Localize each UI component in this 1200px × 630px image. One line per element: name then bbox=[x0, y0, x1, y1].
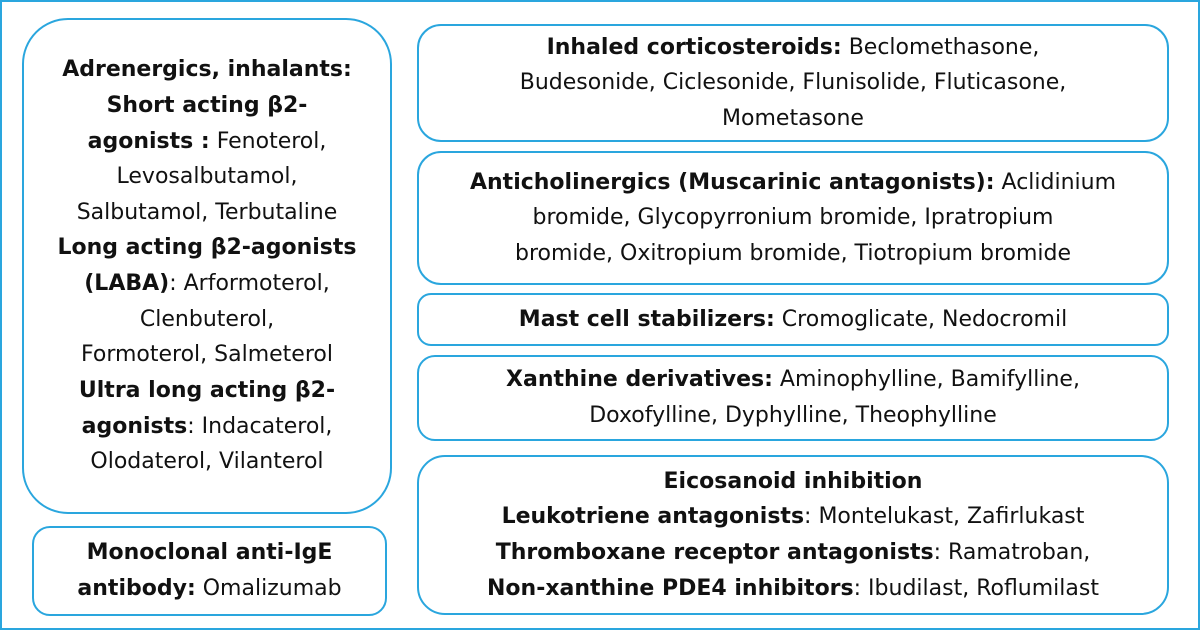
corticosteroids-label: Inhaled corticosteroids: bbox=[546, 34, 842, 60]
laba-line-2 bbox=[84, 266, 330, 302]
ultra-label-2: agonists bbox=[81, 413, 188, 439]
laba-drugs-2: Clenbuterol, bbox=[139, 306, 275, 332]
corticosteroids-drugs-1: Beclomethasone, bbox=[841, 34, 1040, 60]
saba-line-3 bbox=[117, 159, 298, 195]
pde4-label: Non-xanthine PDE4 inhibitors bbox=[487, 575, 854, 601]
corticosteroids-line-2 bbox=[520, 65, 1067, 101]
corticosteroids-line-3 bbox=[722, 101, 864, 137]
mast-cell-label: Mast cell stabilizers: bbox=[518, 306, 775, 332]
corticosteroids-drugs-2: Budesonide, Ciclesonide, Flunisolide, Fluticasone, bbox=[519, 70, 1067, 96]
ultra-line-3 bbox=[90, 444, 323, 480]
saba-line-1 bbox=[107, 88, 308, 124]
laba-drugs-3: Formoterol, Salmeterol bbox=[81, 342, 333, 368]
anticholinergics-line-3 bbox=[515, 236, 1071, 272]
laba-label-1: Long acting β2-agonists bbox=[57, 235, 357, 261]
thromboxane-label: Thromboxane receptor antagonists bbox=[495, 540, 934, 565]
anticholinergics-box bbox=[417, 151, 1169, 285]
anticholinergics-drugs-3: bromide, Oxitropium bromide, Tiotropium bromide bbox=[514, 240, 1072, 266]
saba-drugs-3: Salbutamol, Terbutaline bbox=[76, 199, 338, 225]
saba-label-2: agonists : bbox=[87, 128, 210, 154]
saba-label-1: Short acting β2- bbox=[106, 92, 308, 118]
anti-ige-label-1: Monoclonal anti-IgE bbox=[86, 540, 333, 566]
anticholinergics-drugs-1: Aclidinium bbox=[994, 169, 1117, 195]
anti-ige-box bbox=[32, 526, 387, 616]
corticosteroids-line-1 bbox=[547, 30, 1040, 66]
corticosteroids-box bbox=[417, 24, 1169, 142]
laba-line-3 bbox=[140, 302, 274, 338]
xanthine-box bbox=[417, 355, 1169, 441]
laba-line-4 bbox=[81, 337, 333, 373]
saba-drugs-1: Fenoterol, bbox=[209, 128, 327, 154]
pde4-line bbox=[487, 571, 1099, 607]
anticholinergics-drugs-2: bromide, Glycopyrronium bromide, Ipratropium bbox=[532, 205, 1054, 231]
mast-cell-line bbox=[519, 302, 1067, 338]
xanthine-line-1 bbox=[506, 362, 1080, 398]
laba-label-2: (LABA) bbox=[84, 271, 170, 296]
adrenergics-box bbox=[22, 18, 392, 514]
thromboxane-drugs: : Ramatroban, bbox=[933, 540, 1091, 565]
leukotriene-label: Leukotriene antagonists bbox=[501, 504, 805, 530]
saba-line-2 bbox=[88, 124, 327, 160]
adrenergics-title-line bbox=[62, 52, 352, 88]
anticholinergics-line-2 bbox=[533, 200, 1054, 236]
eicosanoid-title-line bbox=[664, 464, 923, 500]
leukotriene-line bbox=[502, 499, 1085, 535]
anti-ige-line-1 bbox=[87, 535, 333, 571]
pde4-drugs: : Ibudilast, Roflumilast bbox=[853, 575, 1099, 601]
anti-ige-label-2: antibody: bbox=[77, 576, 196, 601]
anticholinergics-label: Anticholinergics (Muscarinic antagonists): bbox=[469, 169, 995, 195]
laba-drugs-1: : Arformoterol, bbox=[169, 271, 330, 296]
mast-cell-box bbox=[417, 293, 1169, 346]
saba-line-4 bbox=[77, 195, 338, 231]
saba-drugs-2: Levosalbutamol, bbox=[116, 164, 298, 190]
corticosteroids-drugs-3: Mometasone bbox=[722, 105, 864, 131]
laba-line-1 bbox=[57, 230, 356, 266]
ultra-line-1 bbox=[79, 373, 335, 409]
xanthine-drugs-1: Aminophylline, Bamifylline, bbox=[772, 367, 1080, 393]
ultra-drugs-2: Olodaterol, Vilanterol bbox=[90, 449, 324, 475]
leukotriene-drugs: : Montelukast, Zafirlukast bbox=[804, 504, 1085, 530]
xanthine-line-2 bbox=[589, 398, 997, 434]
ultra-line-2 bbox=[82, 409, 333, 445]
xanthine-label: Xanthine derivatives: bbox=[506, 367, 773, 393]
adrenergics-title: Adrenergics, inhalants: bbox=[62, 57, 352, 83]
xanthine-drugs-2: Doxofylline, Dyphylline, Theophylline bbox=[589, 403, 997, 428]
ultra-label-1: Ultra long acting β2- bbox=[78, 377, 336, 403]
eicosanoid-box bbox=[417, 455, 1169, 615]
anti-ige-drugs: Omalizumab bbox=[195, 576, 342, 601]
eicosanoid-title: Eicosanoid inhibition bbox=[663, 468, 923, 494]
ultra-drugs-1: : Indacaterol, bbox=[187, 413, 333, 439]
anti-ige-line-2 bbox=[77, 571, 341, 607]
thromboxane-line bbox=[496, 535, 1091, 571]
anticholinergics-line-1 bbox=[470, 165, 1116, 201]
mast-cell-drugs: Cromoglicate, Nedocromil bbox=[774, 306, 1068, 332]
